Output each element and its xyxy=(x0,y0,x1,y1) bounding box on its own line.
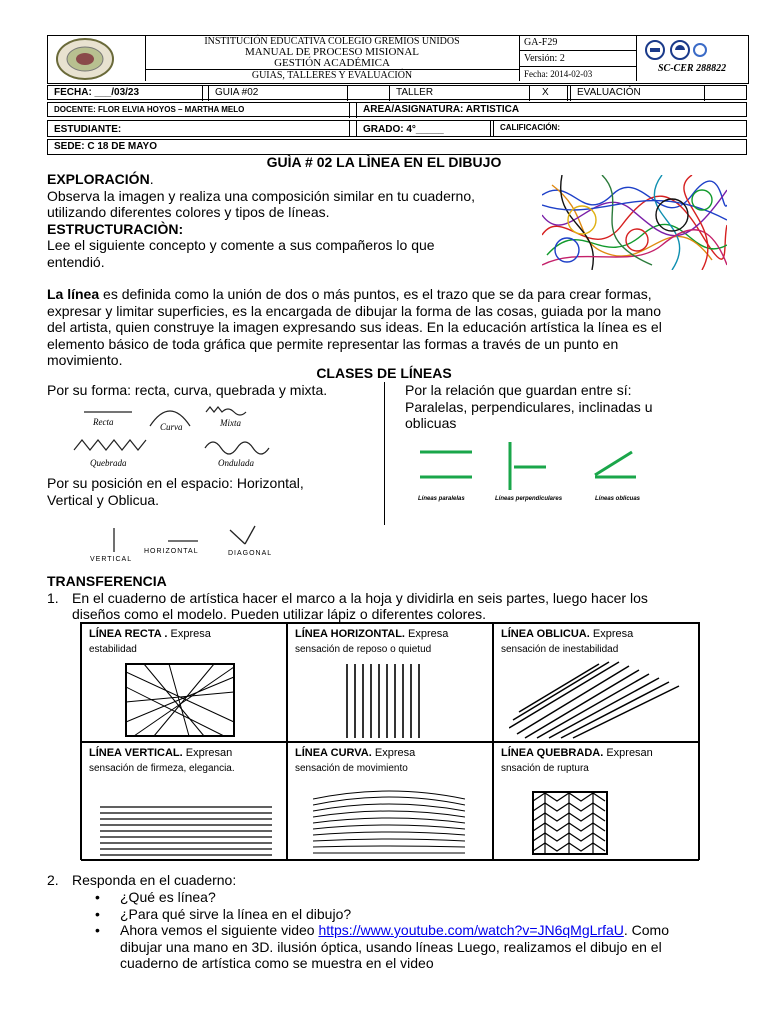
clases-heading: CLASES DE LÍNEAS xyxy=(316,365,452,381)
docente-row xyxy=(47,102,747,117)
list-item: • Ahora vemos el siguiente video https://www.youtube.com/watch?v=JN6qMgLrfaU. Como xyxy=(95,922,669,938)
x-mark: X xyxy=(530,86,568,101)
list-item: dibujar una mano en 3D. ilusión óptica, usando líneas Luego, realizamos el dibujo en el xyxy=(120,938,662,955)
item-2-text: Responda en el cuaderno: xyxy=(72,872,237,888)
definition-line-5: movimiento. xyxy=(47,352,123,368)
area-label: AREA/ASIGNATURA: ARTISTICA xyxy=(356,103,746,118)
label-mixta: Mixta xyxy=(220,418,241,428)
evaluacion-label: EVALUACIÓN xyxy=(570,86,705,101)
line-examples-grid xyxy=(80,622,700,860)
transferencia-heading: TRANSFERENCIA xyxy=(47,573,167,589)
transferencia-item-1-line-2: diseños como el modelo. Pueden utilizar lápiz o diferentes colores. xyxy=(72,606,487,622)
label-vertical: VERTICAL xyxy=(90,556,133,563)
document-header xyxy=(47,35,749,84)
definition-bold: La línea xyxy=(47,286,100,302)
grid-cell-horizontal: LÍNEA HORIZONTAL. Expresa sensación de reposo o quietud xyxy=(287,623,493,742)
grid-cell-recta: LÍNEA RECTA . Expresa estabilidad xyxy=(81,623,287,742)
label-quebrada: Quebrada xyxy=(90,458,127,468)
transferencia-item-1-number: 1. xyxy=(47,590,59,606)
label-curva: Curva xyxy=(160,422,183,432)
label-perpendiculares: Líneas perpendiculares xyxy=(495,496,563,502)
page-title: GUÌA # 02 LA LÌNEA EN EL DIBUJO xyxy=(266,154,502,170)
forma-text: Por su forma: recta, curva, quebrada y mixta. xyxy=(47,382,328,398)
posicion-illustration xyxy=(80,520,300,568)
list-item: • ¿Para qué sirve la línea en el dibujo? xyxy=(95,905,352,922)
estudiante-label: ESTUDIANTE: xyxy=(48,121,350,137)
gestion-title: GESTIÓN ACADÉMICA xyxy=(274,57,390,69)
taller-label: TALLER xyxy=(390,86,530,101)
column-divider xyxy=(384,382,385,525)
grado-label: GRADO: 4°_____ xyxy=(356,121,491,137)
certification-number: SC-CER 288822 xyxy=(658,63,727,74)
institution-name: INSTITUCIÓN EDUCATIVA COLEGIO GREMIOS UNIDOS xyxy=(204,36,460,47)
school-logo xyxy=(48,36,146,81)
grid-cell-quebrada: LÍNEA QUEBRADA. Expresan snsación de ruptura xyxy=(493,742,699,861)
label-oblicuas: Líneas oblicuas xyxy=(595,496,641,502)
relacion-illustration xyxy=(410,440,660,510)
exploracion-text-1: Observa la imagen y realiza una composición similar en tu cuaderno, xyxy=(47,187,475,204)
label-horizontal: HORIZONTAL xyxy=(144,548,199,555)
estudiante-row xyxy=(47,120,747,137)
definition-paragraph xyxy=(47,286,747,369)
docente-label: DOCENTE: FLOR ELVIA HOYOS – MARTHA MELO xyxy=(48,103,350,118)
list-item: • ¿Qué es línea? xyxy=(95,889,216,905)
label-recta: Recta xyxy=(93,417,114,427)
document-code: GA-F29 xyxy=(519,36,636,51)
grid-cell-vertical: LÍNEA VERTICAL. Expresan sensación de firmeza, elegancia. xyxy=(81,742,287,861)
definition-line-1: es definida como la unión de dos o más puntos, es el trazo que se da para crear formas, xyxy=(99,286,652,302)
definition-line-4: elemento básico de toda gráfica que permite representar las formas a través de un punto en xyxy=(47,335,619,352)
forma-illustration xyxy=(60,400,300,475)
item-2-number: 2. xyxy=(47,872,59,888)
sede-row xyxy=(47,139,747,155)
question-list xyxy=(95,889,735,972)
posicion-text: Por su posición en el espacio: Horizontal, Vertical y Oblicua. xyxy=(47,475,304,508)
definition-line-2: expresar y limitar superficies, es la encargada de dibujar la forma de las cosas, guiada por la mano xyxy=(47,302,661,319)
sede-label: SEDE: C 18 DE MAYO xyxy=(54,141,157,152)
document-date: Fecha: 2014-02-03 xyxy=(524,69,593,79)
certification-logo xyxy=(638,36,748,81)
exploracion-text-2: utilizando diferentes colores y tipos de líneas. xyxy=(47,204,330,220)
label-paralelas: Líneas paralelas xyxy=(418,496,465,502)
calificacion-label: CALIFICACIÓN: xyxy=(493,121,746,137)
scribble-artwork xyxy=(542,175,727,270)
fecha-row xyxy=(47,85,747,100)
document-version: Versión: 2 xyxy=(519,51,636,67)
label-ondulada: Ondulada xyxy=(218,458,254,468)
estructuracion-text-1: Lee el siguiente concepto y comente a sus compañeros lo que xyxy=(47,237,435,253)
estructuracion-heading: ESTRUCTURACIÒN: xyxy=(47,220,184,237)
label-diagonal: DIAGONAL xyxy=(228,550,273,557)
guides-title: GUIAS, TALLERES Y EVALUACIÓN xyxy=(145,69,519,82)
grid-cell-oblicua: LÍNEA OBLICUA. Expresa sensación de inestabilidad xyxy=(493,623,699,742)
estructuracion-text-2: entendió. xyxy=(47,253,105,270)
manual-title: MANUAL DE PROCESO MISIONAL xyxy=(244,46,420,58)
fecha-label: FECHA: ___/03/23 xyxy=(48,86,203,101)
relacion-text: Por la relación que guardan entre sí: Paralelas, perpendiculares, inclinadas u oblicuas xyxy=(405,382,653,431)
definition-line-3: del artista, quien construye la imagen expresando sus ideas. En la educación artística la línea es el xyxy=(47,319,662,335)
grid-cell-curva: LÍNEA CURVA. Expresa sensación de movimiento xyxy=(287,742,493,861)
list-item: cuaderno de artística como se muestra en el video xyxy=(120,955,434,971)
exploracion-heading: EXPLORACIÓN xyxy=(47,171,150,187)
video-link[interactable]: https://www.youtube.com/watch?v=JN6qMgLrfaU xyxy=(318,922,624,938)
transferencia-item-1: En el cuaderno de artística hacer el marco a la hoja y dividirla en seis partes, luego hacer los xyxy=(72,590,648,606)
guia-label: GUIA #02 xyxy=(208,86,348,101)
